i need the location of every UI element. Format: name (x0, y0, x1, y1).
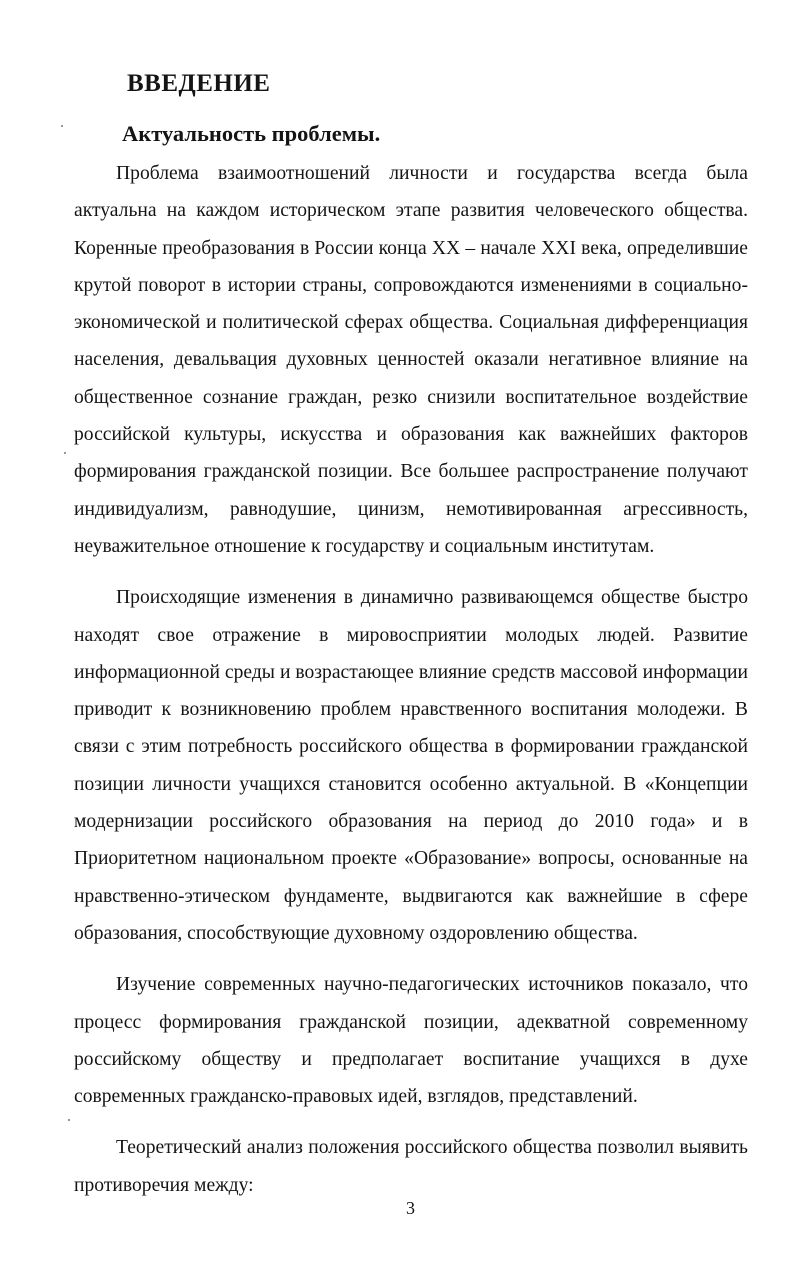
paragraph-3: Изучение современных научно-педагогических источников показало, что процесс формирования гражданской позиции, адекватной современному российскому обществу и предполагает воспитание учащихся в духе современных гражданско-правовых идей, взглядов, представлений. (74, 974, 748, 1108)
scan-speck (64, 452, 66, 454)
paragraph-2: Происходящие изменения в динамично развивающемся обществе быстро находят свое отражение в мировосприятии молодых людей. Развитие информационной среды и возрастающее влияние средств массовой информации приводит к возникновению проблем нравственного воспитания молодежи. В связи с этим потребность российского общества в формировании гражданской позиции личности учащихся становится особенно актуальной. В «Концепции модернизации российского образования на период до 2010 года» и в Приоритетном национальном проекте «Образование» вопросы, основанные на нравственно-этическом фундаменте, выдвигаются как важнейшие в сфере образования, способствующие духовному оздоровлению общества. (74, 587, 748, 944)
paragraph-1: Проблема взаимоотношений личности и государства всегда была актуальна на каждом историческом этапе развития человеческого общества. Коренные преобразования в России конца XX – начале XXI века, определившие крутой поворот в истории страны, сопровождаются изменениями в социально-экономической и политической сферах общества. Социальная дифференциация населения, девальвация духовных ценностей оказали негативное влияние на общественное сознание граждан, резко снизили воспитательное воздействие российской культуры, искусства и образования как важнейших факторов формирования гражданской позиции. Все большее распространение получают индивидуализм, равнодушие, цинизм, немотивированная агрессивность, неуважительное отношение к государству и социальным институтам. (74, 163, 748, 557)
paragraph-4: Теоретический анализ положения российского общества позволил выявить противоречия между: (74, 1137, 748, 1196)
body-text (74, 155, 748, 1212)
scan-speck (68, 1119, 70, 1121)
section-heading: ВВЕДЕНИЕ (127, 70, 271, 97)
page-number: 3 (406, 1198, 415, 1218)
section-subheading: Актуальность проблемы. (122, 121, 381, 146)
scan-speck (61, 125, 63, 127)
